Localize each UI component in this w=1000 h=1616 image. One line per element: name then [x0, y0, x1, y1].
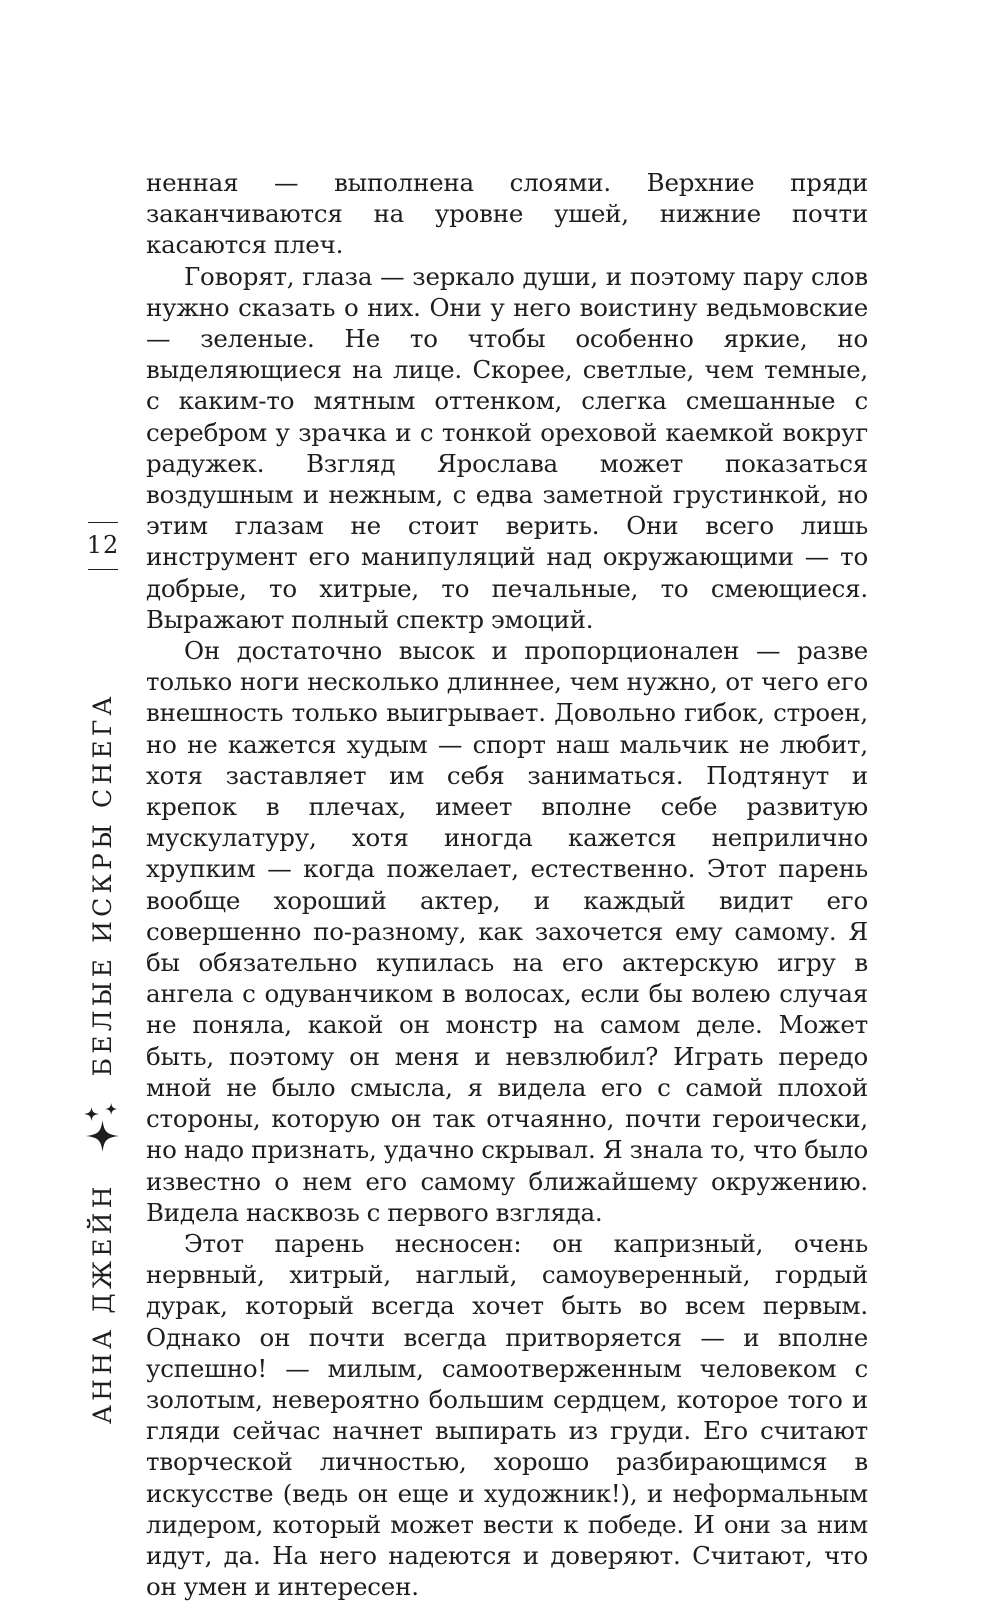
paragraph: Говорят, глаза — зеркало души, и поэтому пару слов нужно сказать о них. Они у него воистину ведьмовские — зеленые. Не то чтобы особенно яркие, но выделяющиеся на лице. Скорее, светлые, чем темные, с каким-то мятным оттенком, слегка смешанные с серебром у зрачка и с тонкой ореховой каемкой вокруг радужек. Взгляд Ярослава может показаться воздушным и нежным, с едва заметной грустинкой, но этим глазам не стоит верить. Они всего лишь инструмент его манипуляций над окружающими — то добрые, то хитрые, то печальные, то смеющиеся. Выражают полный спектр эмоций. [146, 261, 868, 634]
author-name: АННА ДЖЕЙН [87, 1182, 117, 1424]
page-number-bottom-rule [88, 569, 118, 570]
paragraph: Этот парень несносен: он капризный, очень нервный, хитрый, наглый, самоуверенный, гордый дурак, который всегда хочет быть во всем первым. Однако он почти всегда притворяется — и вполне успешно! — милым, самоотверженным человеком с золотым, невероятно большим сердцем, которое того и гляди сейчас начнет выпирать из груди. Его считают творческой личностью, хорошо разбирающимся в искусстве (ведь он еще и художник!), и неформальным лидером, который может вести к победе. И они за ним идут, да. На него надеются и доверяют. Считают, что он умен и интересен. [146, 1228, 868, 1602]
running-header [82, 692, 122, 1424]
book-title: БЕЛЫЕ ИСКРЫ СНЕГА [87, 692, 117, 1077]
body-text [146, 167, 868, 1602]
page-number-box [84, 522, 120, 570]
paragraph-continued: ненная — выполнена слоями. Верхние пряди заканчиваются на уровне ушей, нижние почти касаются плеч. [146, 168, 868, 260]
page-number-top-rule [88, 522, 118, 523]
paragraph: Он достаточно высок и пропорционален — разве только ноги несколько длиннее, чем нужно, от чего его внешность только выигрывает. Довольно гибок, строен, но не кажется худым — спорт наш мальчик не любит, хотя заставляет им себя заниматься. Подтянут и крепок в плечах, имеет вполне себе развитую мускулатуру, хотя иногда кажется неприлично хрупким — когда пожелает, естественно. Этот парень вообще хороший актер, и каждый видит его совершенно по-разному, как захочется ему самому. Я бы обязательно купилась на его актерскую игру в ангела с одуванчиком в волосах, если бы волею случая не поняла, какой он монстр на самом деле. Может быть, поэтому он меня и невзлюбил? Играть передо мной не было смысла, я видела его с самой плохой стороны, которую он так отчаянно, почти героически, но надо признать, удачно скрывал. Я знала то, что было известно о нем его самому ближайшему окружению. Видела насквозь с первого взгляда. [146, 636, 868, 1227]
sparkle-stars-icon [82, 1098, 122, 1162]
page-number: 12 [86, 531, 120, 559]
